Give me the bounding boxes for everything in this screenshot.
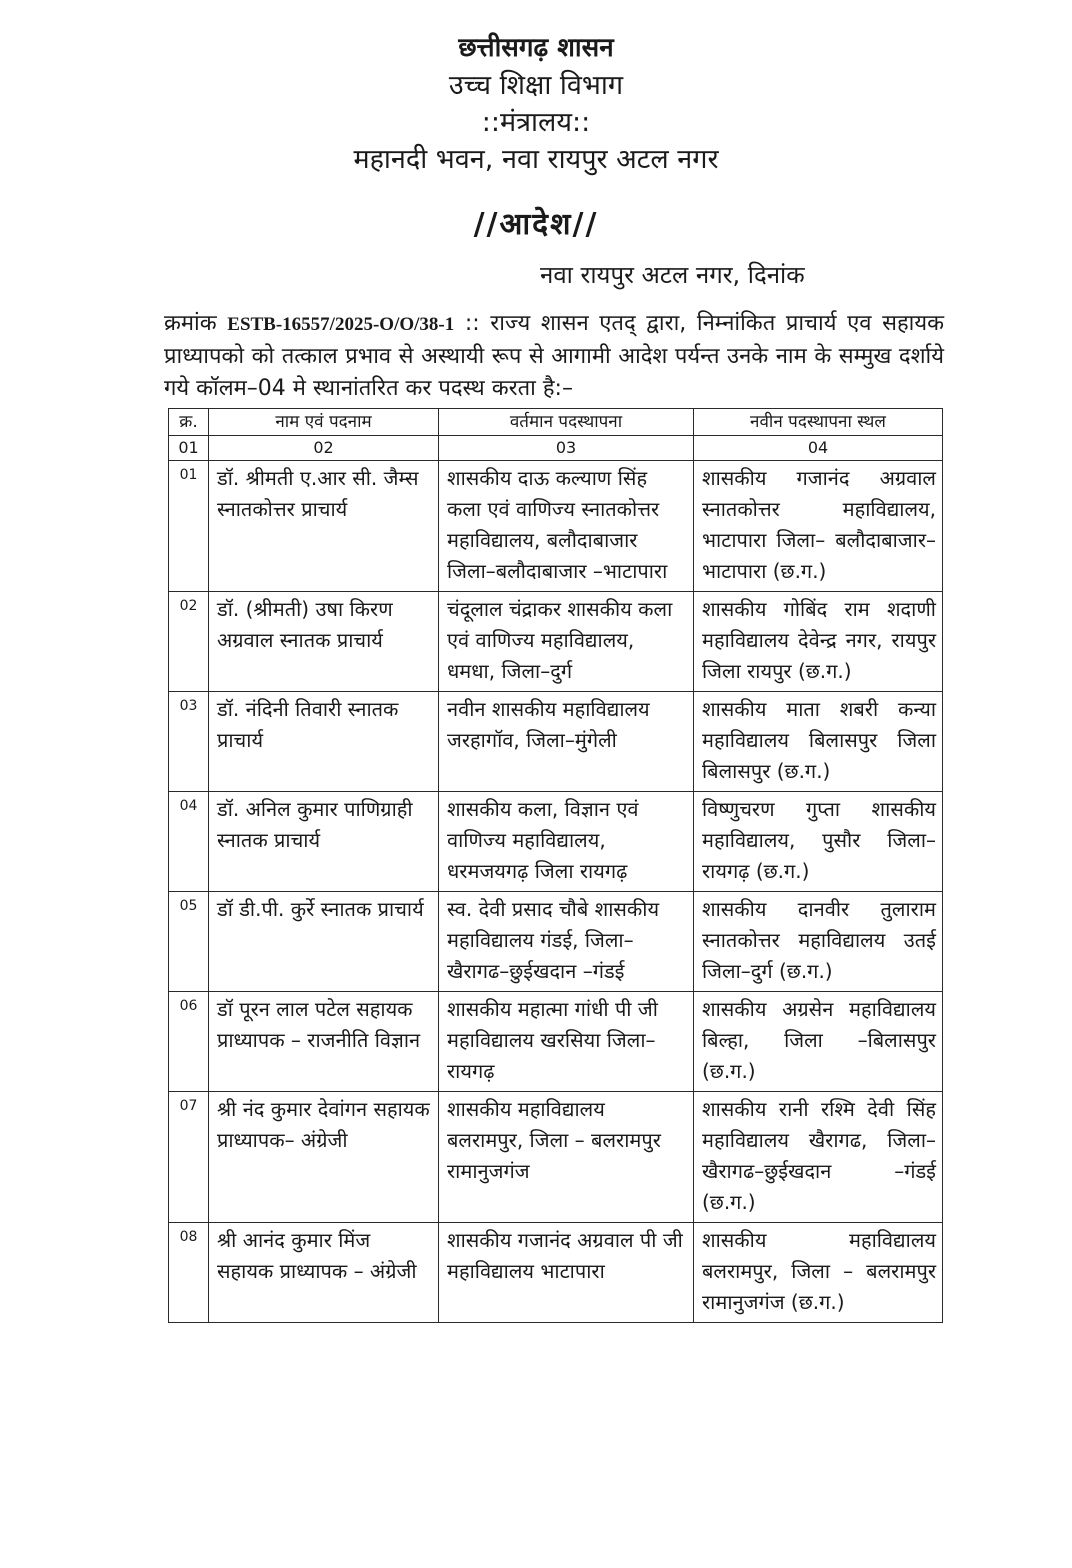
transfer-table: [168, 408, 943, 1323]
current-posting: शासकीय दाऊ कल्याण सिंह कला एवं वाणिज्य स्नातकोत्तर महाविद्यालय, बलौदाबाजार जिला–बलौदाबाजार –भाटापारा: [439, 461, 694, 592]
place-date: नवा रायपुर अटल नगर, दिनांक: [540, 261, 805, 289]
column-number: 02: [209, 436, 439, 461]
serial-number: 03: [169, 692, 209, 792]
ministry-label: ::मंत्रालय::: [481, 107, 591, 138]
name-designation: डॉ. नंदिनी तिवारी स्नातक प्राचार्य: [209, 692, 439, 792]
serial-number: 05: [169, 892, 209, 992]
new-posting: शासकीय गोबिंद राम शदाणी महाविद्यालय देवेन्द्र नगर, रायपुर जिला रायपुर (छ.ग.): [694, 592, 943, 692]
order-reference-number: ESTB-16557/2025-O/O/38-1: [227, 314, 455, 335]
table-row: [169, 461, 943, 592]
new-posting: शासकीय महाविद्यालय बलरामपुर, जिला – बलरामपुर रामानुजगंज (छ.ग.): [694, 1223, 943, 1323]
column-number-row: [169, 436, 943, 461]
current-posting: शासकीय कला, विज्ञान एवं वाणिज्य महाविद्यालय, धरमजयगढ़ जिला रायगढ़: [439, 792, 694, 892]
order-intro-paragraph: [164, 308, 944, 405]
department-name: उच्च शिक्षा विभाग: [448, 70, 624, 101]
column-number: 01: [169, 436, 209, 461]
name-designation: डॉ डी.पी. कुर्रे स्नातक प्राचार्य: [209, 892, 439, 992]
new-posting: शासकीय गजानंद अग्रवाल स्नातकोत्तर महाविद्यालय, भाटापारा जिला– बलौदाबाजार– भाटापारा (छ.ग.): [694, 461, 943, 592]
order-number-prefix: क्रमांक: [164, 311, 217, 336]
new-posting: शासकीय अग्रसेन महाविद्यालय बिल्हा, जिला –बिलासपुर (छ.ग.): [694, 992, 943, 1092]
table-row: [169, 692, 943, 792]
current-posting: शासकीय महाविद्यालय बलरामपुर, जिला – बलरामपुर रामानुजगंज: [439, 1092, 694, 1223]
header-name-designation: नाम एवं पदनाम: [209, 409, 439, 436]
current-posting: चंदूलाल चंद्राकर शासकीय कला एवं वाणिज्य महाविद्यालय, धमधा, जिला–दुर्ग: [439, 592, 694, 692]
table-row: [169, 892, 943, 992]
new-posting: विष्णुचरण गुप्ता शासकीय महाविद्यालय, पुसौर जिला–रायगढ़ (छ.ग.): [694, 792, 943, 892]
name-designation: डॉ. (श्रीमती) उषा किरण अग्रवाल स्नातक प्राचार्य: [209, 592, 439, 692]
serial-number: 02: [169, 592, 209, 692]
table-header-row: [169, 409, 943, 436]
name-designation: डॉ. श्रीमती ए.आर सी. जैम्स स्नातकोत्तर प्राचार्य: [209, 461, 439, 592]
serial-number: 08: [169, 1223, 209, 1323]
header-current-posting: वर्तमान पदस्थापना: [439, 409, 694, 436]
serial-number: 01: [169, 461, 209, 592]
new-posting: शासकीय रानी रश्मि देवी सिंह महाविद्यालय खैरागढ, जिला– खैरागढ–छुईखदान –गंडई (छ.ग.): [694, 1092, 943, 1223]
letterhead: [0, 30, 1072, 178]
new-posting: शासकीय माता शबरी कन्या महाविद्यालय बिलासपुर जिला बिलासपुर (छ.ग.): [694, 692, 943, 792]
order-title: //आदेश//: [473, 207, 599, 242]
name-designation: डॉ. अनिल कुमार पाणिग्राही स्नातक प्राचार्य: [209, 792, 439, 892]
office-address: महानदी भवन, नवा रायपुर अटल नगर: [353, 144, 719, 175]
order-intro-text: :: राज्य शासन एतद् द्वारा, निम्नांकित प्राचार्य एव सहायक प्राध्यापको को तत्काल प्रभाव से अस्थायी रूप से आगामी आदेश पर्यन्त उनके नाम के सम्मुख दर्शाये गये कॉलम–04 मे स्थानांतरित कर पदस्थ करता है:–: [164, 311, 944, 401]
table-row: [169, 992, 943, 1092]
current-posting: नवीन शासकीय महाविद्यालय जरहागॉव, जिला–मुंगेली: [439, 692, 694, 792]
header-serial: क्र.: [169, 409, 209, 436]
column-number: 04: [694, 436, 943, 461]
name-designation: डॉ पूरन लाल पटेल सहायक प्राध्यापक – राजनीति विज्ञान: [209, 992, 439, 1092]
name-designation: श्री नंद कुमार देवांगन सहायक प्राध्यापक– अंग्रेजी: [209, 1092, 439, 1223]
header-new-posting: नवीन पदस्थापना स्थल: [694, 409, 943, 436]
table-row: [169, 592, 943, 692]
table-row: [169, 1223, 943, 1323]
table-row: [169, 1092, 943, 1223]
column-number: 03: [439, 436, 694, 461]
new-posting: शासकीय दानवीर तुलाराम स्नातकोत्तर महाविद्यालय उतई जिला–दुर्ग (छ.ग.): [694, 892, 943, 992]
current-posting: स्व. देवी प्रसाद चौबे शासकीय महाविद्यालय गंडई, जिला– खैरागढ–छुईखदान –गंडई: [439, 892, 694, 992]
table-row: [169, 792, 943, 892]
current-posting: शासकीय महात्मा गांधी पी जी महाविद्यालय खरसिया जिला– रायगढ़: [439, 992, 694, 1092]
serial-number: 06: [169, 992, 209, 1092]
government-name: छत्तीसगढ़ शासन: [458, 33, 614, 63]
current-posting: शासकीय गजानंद अग्रवाल पी जी महाविद्यालय भाटापारा: [439, 1223, 694, 1323]
serial-number: 07: [169, 1092, 209, 1223]
name-designation: श्री आनंद कुमार मिंज सहायक प्राध्यापक – अंग्रेजी: [209, 1223, 439, 1323]
serial-number: 04: [169, 792, 209, 892]
